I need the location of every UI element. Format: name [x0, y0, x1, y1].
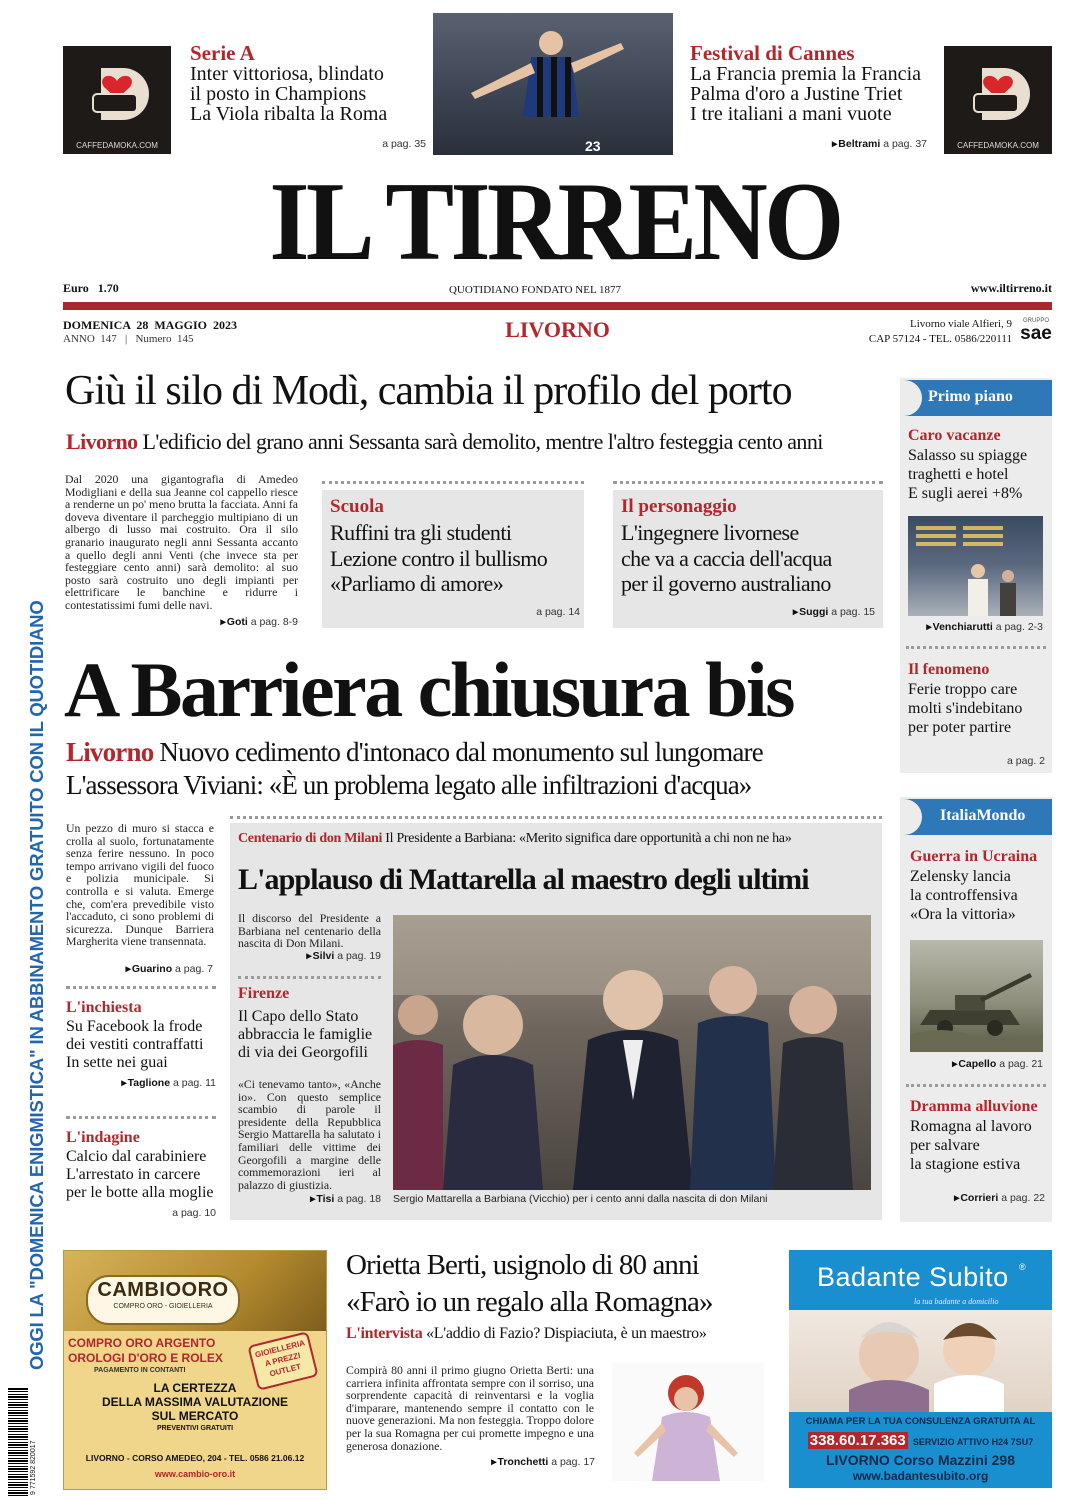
tagline: QUOTIDIANO FONDATO NEL 1877 — [448, 284, 621, 296]
website-link[interactable]: www.iltirreno.it — [970, 281, 1052, 295]
lead-kicker: Livorno — [66, 429, 138, 454]
teaser-ref: a pag. 35 — [382, 138, 426, 150]
berti-ref: ▸ Tronchetti a pag. 17 — [470, 1456, 595, 1468]
teaser-line: il posto in Champions — [190, 83, 367, 105]
box-indagine[interactable]: L'indagine Calcio dal carabiniere L'arrestato in carcere per le botte alla moglie a pag. 10 — [66, 1129, 216, 1219]
teaser-cannes[interactable] — [690, 42, 930, 124]
ad-cambio-oro[interactable]: CAMBIOORO COMPRO ORO - GIOIELLERIA COMPRO ORO ARGENTO OROLOGI D'ORO E ROLEX PAGAMENTO IN CONTANTI GIOIELLERIA A PREZZI OUTLET LA CERTEZZA DELLA MASSIMA VALUTAZIONE SUL MERCATO PREVENTIVI GRATUITI LIVORNO - CORSO AMEDEO, 204 - TEL. 0586 21.06.12 www.cambio-oro.it — [63, 1250, 327, 1490]
photo-war — [910, 940, 1043, 1052]
lead-headline[interactable]: Giù il silo di Modì, cambia il profilo del porto — [65, 368, 792, 414]
lead-ref: ▸ Goti a pag. 8-9 — [200, 616, 298, 628]
enigmistica-banner: OGGI LA "DOMENICA ENIGMISTICA" IN ABBINAMENTO GRATUITO CON IL QUOTIDIANO — [26, 600, 47, 1370]
teaser-line: La Viola ribalta la Roma — [190, 103, 388, 125]
firenze-body: «Ci tenevamo tanto», «Anche io». Con questo semplice scambio di parole il presidente della Repubblica Sergio Mattarella ha salutato i familiari delle vittime dei Georgofili a margine delle commemorazioni ieri al palazzo di giustizia. — [238, 1077, 381, 1192]
fenomeno-ref: a pag. 2 — [1007, 755, 1045, 767]
photo-orietta-berti — [612, 1363, 764, 1481]
teaser-line: I tre italiani a mani vuote — [690, 103, 892, 125]
photo-airport — [908, 516, 1043, 616]
italiamondo-tab[interactable]: ItaliaMondo — [900, 799, 1052, 835]
cambio-logo: CAMBIOORO COMPRO ORO - GIOIELLERIA — [86, 1275, 240, 1325]
lead-subhead: Livorno L'edificio del grano anni Sessanta sarà demolito, mentre l'altro festeggia cento anni — [66, 429, 823, 454]
ad-brand-label: CAFFEDAMOKA.COM — [957, 141, 1039, 150]
jersey-number: 23 — [585, 138, 601, 154]
ad-badante-subito[interactable]: Badante Subito ® la tua badante a domicilio CHIAMA PER LA TUA CONSULENZA GRATUITA AL 338.60.17.363 SERVIZIO ATTIVO H24 7SU7 LIVORNO Corso Mazzini 298 www.badantesubito.org — [789, 1250, 1052, 1488]
sidebar-item-alluvione[interactable]: Dramma alluvione Romagna al lavoro per salvare la stagione estiva — [910, 1098, 1038, 1173]
masthead-title[interactable]: IL TIRRENO — [269, 160, 841, 284]
ucraina-ref: ▸ Capello a pag. 21 — [910, 1058, 1043, 1070]
mattarella-intro: Il discorso del Presidente a Barbiana nel centenario della nascita di Don Milani. — [238, 911, 381, 951]
primo-piano-tab[interactable]: Primo piano — [900, 380, 1052, 416]
price: Euro 1.70 — [63, 281, 119, 295]
box-scuola[interactable]: Scuola Ruffini tra gli studenti Lezione contro il bullismo «Parliamo di amore» a pag. 14 — [322, 490, 584, 628]
ad-brand-label: CAFFEDAMOKA.COM — [76, 141, 158, 150]
barriera-body: Un pezzo di muro si stacca e crolla al suolo, fortunatamente senza ferire nessuno. In poco tempo arrivano vigili del fuoco e polizia municipale. Si controlla e si valuta. Emerge che, com'era prevedibile visto l'accaduto, ci sono problemi di sicurezza. Dunque Barriera Margherita viene transennata. — [66, 821, 214, 949]
teaser-line: Inter vittoriosa, blindato — [190, 63, 384, 85]
sidebar-item-ucraina[interactable]: Guerra in Ucraina Zelensky lancia la controffensiva «Ora la vittoria» — [910, 848, 1038, 923]
mattarella-kicker: Centenario di don Milani Il Presidente a Barbiana: «Merito significa dare opportunità a chi non ne ha» — [238, 831, 792, 846]
barriera-sub1: Livorno Nuovo cedimento d'intonaco dal monumento sul lungomare — [66, 737, 763, 767]
photo-football-player — [433, 13, 673, 155]
issue-number: ANNO 147 | Numero 145 — [63, 333, 194, 345]
firenze-ref: ▸ Tisi a pag. 18 — [280, 1193, 381, 1205]
edition-name: LIVORNO — [505, 317, 610, 342]
barcode — [8, 1388, 28, 1496]
berti-body: Compirà 80 anni il primo giugno Orietta Berti: una carriera infinita affrontata sempre con il sorriso, una sorprendente capacità di reinventarsi e la voglia d'imparare, mantenendo sempre il contatto con le nuove generazioni. Ma non festeggia. Troppo dolore per la sua Romagna per cui promette impegno e una generosa donazione. — [346, 1363, 594, 1453]
firenze-headline[interactable]: Il Capo dello Stato abbraccia le famiglie di via dei Georgofili — [238, 1008, 373, 1061]
ad-caffe-right[interactable] — [944, 46, 1052, 154]
caro-vacanze-ref: ▸ Venchiarutti a pag. 2-3 — [908, 621, 1043, 633]
teaser-line: Palma d'oro a Justine Triet — [690, 83, 903, 105]
teaser-kicker: Serie A — [190, 41, 255, 65]
lead-body: Dal 2020 una gigantografia di Amedeo Modigliani e della sua Jeanne col cappello riesce a renderne un po' meno brutta la facciata. Anni fa doveva diventare il parcheggio multipiano di un albergo di lusso mai costruito. Ora il silo granario inaugurato negli anni Sessanta accanto a quello degli anni Venti (che invece sta per festeggiare cento anni) sarà demolito: al suo posto sarà costruito uno degli impianti per elettrificare le banchine e ridurre i contestatissimi fumi delle navi. — [65, 472, 298, 612]
group-logo: GRUPPO sae — [1020, 318, 1052, 344]
coffee-cup-logo-icon — [63, 46, 171, 136]
teaser-ref: ▸ Beltrami a pag. 37 — [790, 138, 927, 150]
berti-headline-1[interactable]: Orietta Berti, usignolo di 80 anni — [346, 1249, 699, 1281]
sidebar-item-fenomeno[interactable]: Il fenomeno Ferie troppo care molti s'indebitano per poter partire — [908, 661, 1023, 736]
photo-elderly-carer — [789, 1310, 1052, 1412]
teaser-line: La Francia premia la Francia — [690, 63, 921, 85]
phone-number[interactable]: 338.60.17.363 — [809, 1432, 906, 1449]
barriera-ref: ▸ Guarino a pag. 7 — [110, 963, 213, 975]
issue-date: DOMENICA 28 MAGGIO 2023 — [63, 318, 237, 332]
firenze-kicker: Firenze — [238, 985, 290, 1002]
masthead-rule — [63, 302, 1052, 310]
box-personaggio[interactable]: Il personaggio L'ingegnere livornese che va a caccia dell'acqua per il governo australiano ▸ Suggi a pag. 15 — [613, 490, 883, 628]
box-inchiesta[interactable]: L'inchiesta Su Facebook la frode dei vestiti contraffatti In sette nei guai ▸ Taglione a pag. 11 — [66, 998, 216, 1089]
sidebar-item-caro-vacanze[interactable]: Caro vacanze Salasso su spiagge traghetti e hotel E sugli aerei +8% — [908, 427, 1028, 502]
coffee-cup-logo-icon — [944, 46, 1052, 136]
mattarella-headline[interactable]: L'applauso di Mattarella al maestro degli ultimi — [238, 863, 809, 896]
photo-caption: Sergio Mattarella a Barbiana (Vicchio) per i cento anni dalla nascita di don Milani — [393, 1193, 768, 1205]
address: Livorno viale Alfieri, 9 — [909, 318, 1012, 330]
barcode-number: 9 771592 820017 — [30, 1440, 37, 1495]
ad-caffe-left[interactable] — [63, 46, 171, 154]
mattarella-intro-ref: ▸ Silvi a pag. 19 — [280, 950, 381, 962]
photo-mattarella — [393, 915, 871, 1190]
berti-headline-2[interactable]: «Farò io un regalo alla Romagna» — [346, 1286, 713, 1318]
teaser-serie-a[interactable] — [190, 42, 430, 124]
outlet-badge: GIOIELLERIA A PREZZI OUTLET — [247, 1331, 318, 1391]
barriera-headline[interactable]: A Barriera chiusura bis — [64, 646, 794, 733]
barriera-sub2: L'assessora Viviani: «È un problema legato alle infiltrazioni d'acqua» — [66, 770, 752, 800]
alluvione-ref: ▸ Corrieri a pag. 22 — [910, 1192, 1045, 1204]
contact: CAP 57124 - TEL. 0586/220111 — [868, 333, 1012, 345]
berti-sub: L'intervista «L'addio di Fazio? Dispiaciuta, è un maestro» — [346, 1325, 707, 1342]
teaser-kicker: Festival di Cannes — [690, 41, 855, 65]
